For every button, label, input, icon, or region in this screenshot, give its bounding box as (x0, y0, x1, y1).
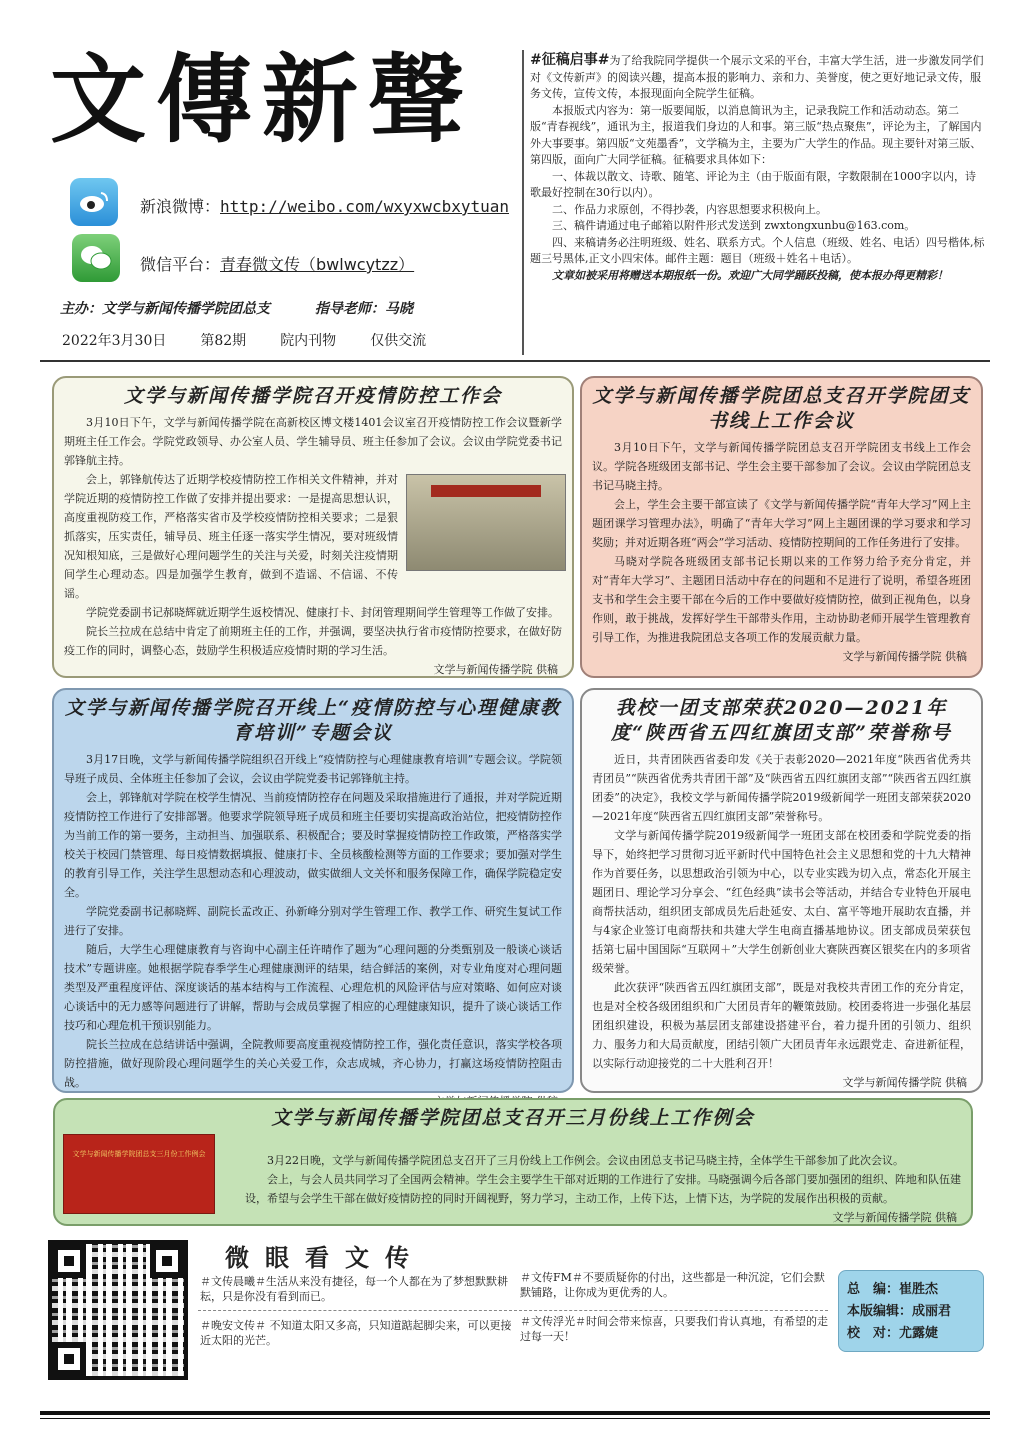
dateline (62, 330, 522, 350)
quote-fm: ＃文传FM＃不要质疑你的付出，这些都是一种沉淀，它们会默默铺路，让你成为更优秀的人。 (520, 1271, 825, 1299)
qr-code[interactable] (48, 1240, 188, 1380)
article-epidemic-meeting (52, 376, 574, 678)
article-red-flag-award (580, 688, 983, 1093)
publication-type: 院内刊物 (280, 333, 337, 349)
weibo-link[interactable]: http://weibo.com/wxyxwcbxytuan (220, 197, 509, 216)
editorial-credits (838, 1270, 984, 1352)
wechat-line (140, 252, 414, 275)
notice-layout: 本报版式内容为：第一版要闻版，以消息简讯为主，记录我院工作和活动动态。第二版“青春视线”，通讯为主，报道我们身边的人和事。第三版“热点聚焦”，评论为主，了解国内外大事要事。第四版“文苑墨香”，文学稿为主，主要为广大学生的作品。现主要针对第三版、第四版，面向广大同学征稿。征稿要求具体如下： (530, 103, 982, 166)
article-paragraph: 随后，大学生心理健康教育与咨询中心副主任许晴作了题为“心理问题的分类甄别及一般谈心谈话技术”专题讲座。她根据学院春季学生心理健康测评的结果，结合鲜活的案例，对专业角度对心理问题类型及严重程度评估、深度谈话的基本结构与工作流程、心理危机的风险评估与应对策略、如何应对谈心谈话中的无力感等问题进行了讲解，帮助与会成员掌握了相应的心理健康知识，提升了谈心谈话工作技巧和心理危机干预识别能力。 (64, 943, 562, 1032)
quote-night: ＃晚安文传＃ 不知道太阳又多高，只知道踮起脚尖来，可以更接近太阳的光芒。 (200, 1319, 512, 1347)
weiyan-title: 微眼看文传 (225, 1243, 425, 1272)
article-paragraph: 3月10日下午，文学与新闻传播学院团总支召开学院团支书线上工作会议。学院各班级团支部书记、学生会主要干部参加了会议。会议由学院团总支书记马晓主持。 (592, 441, 971, 492)
footer-rule-thick (40, 1411, 990, 1415)
article-paragraph: 此次获评“陕西省五四红旗团支部”，既是对我校共青团工作的充分肯定，也是对全校各级团组织和广大团员青年的鞭策鼓励。校团委将进一步强化基层团组织建设，积极为基层团支部建设搭建平台，着力提升团的引领力、组织力、服务力和大局贡献度，团结引领广大团员青年永远跟党走、奋进新征程，以实际行动迎接党的二十大胜利召开！ (592, 981, 971, 1070)
article-paragraph: 3月10日下午，文学与新闻传播学院在高新校区博文楼1401会议室召开疫情防控工作会议暨新学期班主任工作会。学院党政领导、办公室人员、学生辅导员、班主任参加了会议。会议由学院党委书记郭锋航主持。 (64, 416, 562, 467)
article-paragraph: 会上，郭锋航对学院在校学生情况、当前疫情防控存在问题及采取措施进行了通报，并对学院近期疫情防控工作进行了安排部署。他要求学院领导班子成员和班主任要切实提高政治站位，把疫情防控作为当前工作的第一要务，主动担当、加强联系、积极配合；要及时掌握疫情防控工作政策，严格落实学校关于校园门禁管理、每日疫情数据填报、健康打卡、全员核酸检测等方面的工作要求；要加强对学生的教育引导工作，关注学生思想动态和心理波动，做实做细人文关怀和服务保障工作，确保学院稳定安全。 (64, 791, 562, 899)
wechat-label: 微信平台： (140, 255, 221, 274)
article-credit: 文学与新闻传播学院 供稿 (842, 1076, 967, 1089)
page-editor: 本版编辑：成丽君 (847, 1304, 952, 1319)
call-for-papers (530, 52, 985, 284)
wechat-account[interactable]: 青春微文传（bwlwcytzz） (220, 255, 415, 274)
article-paragraph: 院长兰拉成在总结讲话中强调，全院教师要高度重视疫情防控工作，强化责任意识，落实学校各项防控措施，做好现阶段心理问题学生的关心关爱工作，众志成城，齐心协力，打赢这场疫情防控阻击战。 (64, 1038, 562, 1089)
notice-rule-4: 四、来稿请务必注明班级、姓名、联系方式。个人信息（班级、姓名、电话）四号楷体,标题三号黑体,正文小四宋体。邮件主题：题目（班级＋姓名＋电话）。 (530, 235, 985, 265)
article-mental-health-training (52, 688, 574, 1093)
article-paragraph: 会上，郭锋航传达了近期学校疫情防控工作相关文件精神，并对学院近期的疫情防控工作做了安排并提出要求：一是提高思想认识，高度重视防疫工作，严格落实省市及学校疫情防控相关要求；二是狠抓落实，压实责任，辅导员、班主任逐一落实学生情况，要对班级情况知根知底，三是做好心理问题学生的关注与关爱，时刻关注疫情期间学生心理动态。四是加强学生教育，做到不造谣、不信谣、不传谣。 (64, 473, 398, 600)
article-credit: 文学与新闻传播学院 供稿 (832, 1211, 957, 1224)
article-title: 文学与新闻传播学院团总支召开三月份线上工作例会 (271, 1107, 755, 1129)
sponsor-line (60, 298, 530, 318)
article-credit: 文学与新闻传播学院 供稿 (433, 663, 558, 676)
advisor: 指导老师：马晓 (314, 301, 413, 317)
meeting-photo (406, 474, 566, 571)
chief-editor: 总 编：崔胜杰 (847, 1282, 939, 1297)
notice-rule-1: 一、体裁以散文、诗歌、随笔、评论为主（由于版面有限，字数限制在1000字以内，诗歌最好控制在30行以内）。 (530, 169, 976, 199)
header-separator (40, 360, 990, 362)
article-title: 文学与新闻传播学院团总支召开学院团支书线上工作会议 (592, 385, 971, 432)
article-title: 我校一团支部荣获2020—2021年度“陕西省五四红旗团支部”荣誉称号 (611, 697, 952, 744)
weibo-icon (70, 178, 118, 226)
circulation-note: 仅供交流 (370, 333, 427, 349)
article-paragraph: 近日，共青团陕西省委印发《关于表彰2020—2021年度“陕西省优秀共青团员”“陕西省优秀共青团干部”及“陕西省五四红旗团支部”“陕西省五四红旗团委”的决定》，我校文学与新闻传播学院2019级新闻学一班团支部荣获2020—2021年度“陕西省五四红旗团支部”荣誉称号。 (592, 753, 971, 823)
quote-morning: ＃文传晨曦＃生活从来没有捷径，每一个人都在为了梦想默默耕耘，只是你没有看到而已。 (200, 1275, 508, 1303)
notice-intro: 为了给我院同学提供一个展示文采的平台，丰富大学生活，进一步激发同学们对《文传新声》的阅读兴趣，提高本报的影响力、亲和力、美誉度，使之更好地记录文传，服务文传，宣传文传，本报现面向全院学生征稿。 (530, 54, 984, 100)
weibo-label: 新浪微博： (140, 197, 221, 216)
article-paragraph: 文学与新闻传播学院2019级新闻学一班团支部在校团委和学院党委的指导下，始终把学习贯彻习近平新时代中国特色社会主义思想和党的十九大精神作为首要任务，以思想政治引领为中心，以专业实践为切入点，常态化开展主题团日、理论学习分享会、“红色经典”读书会等活动，并结合专业特色开展电商帮扶活动，组织团支部成员先后赴延安、太白、富平等地开展助农直播，并与4家企业签订电商帮扶和共建大学生电商直播基地协议。团支部成员荣获包括第七届中国国际“互联网＋”大学生创新创业大赛陕西赛区银奖在内的多项省级荣誉。 (592, 829, 971, 975)
proofreader: 校 对：尤露婕 (847, 1326, 939, 1341)
meeting-slide-image (63, 1134, 215, 1214)
article-league-secretary-meeting (580, 376, 983, 678)
article-paragraph: 马晓对学院各班级团支部书记长期以来的工作努力给予充分肯定，并对“青年大学习”、主题团日活动中存在的问题和不足进行了说明，希望各班团支书和学生会主要干部在今后的工作中要做好疫情防控，做到正视角色，以身作则，敢于挑战，发挥好学生干部带头作用，主动协助老师开展学生管理教育引导工作，为推进我院团总支各项工作的发展贡献力量。 (592, 555, 971, 644)
article-paragraph: 会上，与会人员共同学习了全国两会精神。学生会主要学生干部对近期的工作进行了安排。马晓强调今后各部门要加强团的组织、阵地和队伍建设，希望与会学生干部在做好疫情防控的同时开阔视野，努力学习，主动工作，上传下达，上情下达，为学院的发展作出积极的贡献。 (245, 1173, 961, 1205)
wechat-icon (72, 234, 120, 282)
footer-rule-thin (40, 1418, 990, 1419)
article-paragraph: 学院党委副书记郝晓辉就近期学生返校情况、健康打卡、封闭管理期间学生管理等工作做了安排。 (86, 606, 559, 619)
masthead-title: 文傳新聲 (50, 43, 474, 156)
masthead-divider (522, 50, 524, 355)
article-title: 文学与新闻传播学院召开疫情防控工作会 (123, 385, 502, 407)
quote-glimmer: ＃文传浮光＃时间会带来惊喜，只要我们肯认真地，有希望的走过每一天！ (520, 1315, 828, 1343)
notice-rule-2: 二、作品力求原创，不得抄袭，内容思想要求积极向上。 (552, 202, 827, 216)
article-paragraph: 会上，学生会主要干部宣读了《文学与新闻传播学院“青年大学习”网上主题团课学习管理办法》，明确了“青年大学习”网上主题团课的学习要求和学习奖励；并对近期各班“两会”学习活动、疫情防控期间的工作任务进行了安排。 (592, 498, 971, 549)
article-title: 文学与新闻传播学院召开线上“疫情防控与心理健康教育培训”专题会议 (65, 697, 561, 744)
sponsor: 主办：文学与新闻传播学院团总支 (60, 301, 270, 317)
issue-date: 2022年3月30日 (62, 333, 167, 349)
article-paragraph: 院长兰拉成在总结中肯定了前期班主任的工作，并强调，要坚决执行省市疫情防控要求，在做好防疫工作的同时，调整心态，鼓励学生积极适应疫情时期的学习生活。 (64, 625, 562, 657)
article-paragraph: 学院党委副书记郝晓辉、副院长孟改正、孙新峰分别对学生管理工作、教学工作、研究生复试工作进行了安排。 (64, 905, 562, 937)
issue-number: 第82期 (200, 333, 247, 349)
notice-closing: 文章如被采用将赠送本期报纸一份。欢迎广大同学踊跃投稿，使本报办得更精彩！ (552, 268, 948, 282)
article-credit: 文学与新闻传播学院 供稿 (842, 650, 967, 663)
notice-heading: #征稿启事# (530, 52, 610, 68)
weibo-line (140, 194, 509, 217)
slide-caption: 文学与新闻传播学院团总支三月份工作例会 (72, 1150, 206, 1158)
notice-rule-3: 三、稿件请通过电子邮箱以附件形式发送到 zwxtongxunbu@163.com。 (552, 219, 916, 232)
article-paragraph: 3月17日晚，文学与新闻传播学院组织召开线上“疫情防控与心理健康教育培训”专题会议。学院领导班子成员、全体班主任参加了会议，会议由学院党委书记郭锋航主持。 (64, 753, 562, 785)
quote-divider (198, 1310, 828, 1312)
article-paragraph: 3月22日晚，文学与新闻传播学院团总支召开了三月份线上工作例会。会议由团总支书记马晓主持，全体学生干部参加了此次会议。 (267, 1154, 904, 1167)
